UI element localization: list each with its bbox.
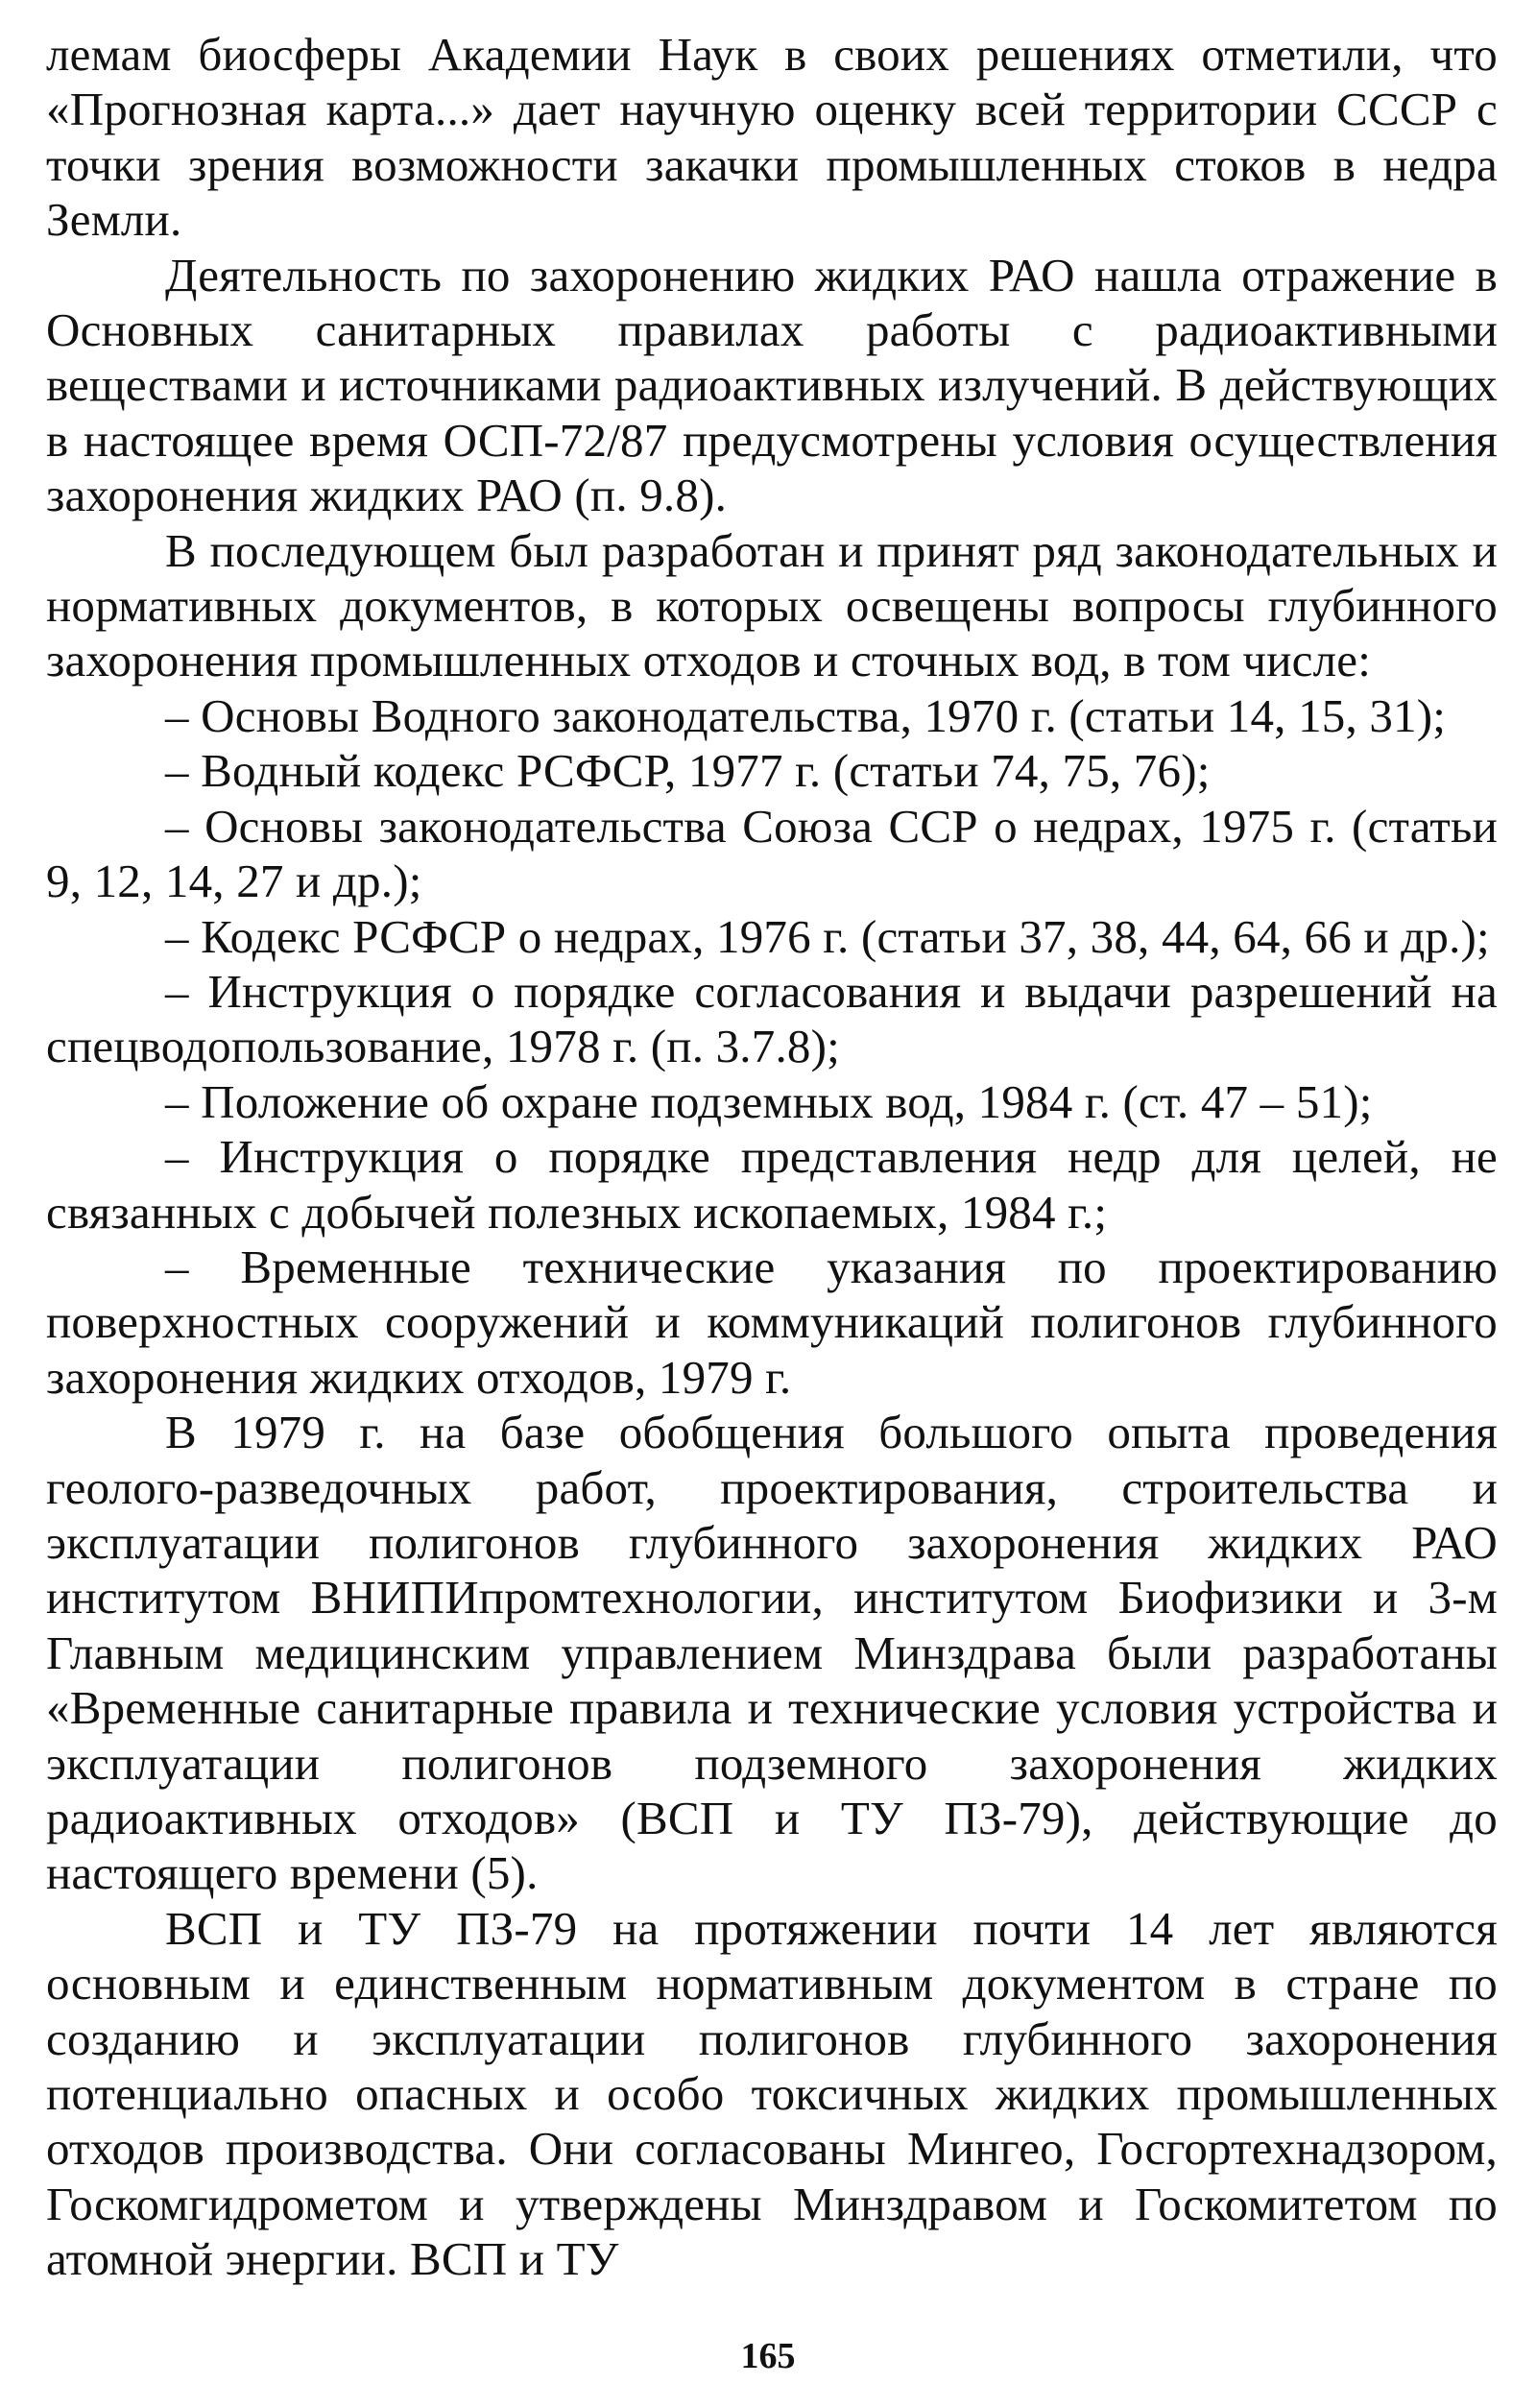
page-number: 165 <box>740 2336 796 2376</box>
list-item: – Основы законодательства Союза ССР о недрах, 1975 г. (статьи 9, 12, 14, 27 и др.); <box>46 799 1498 908</box>
list-item: – Временные технические указания по проектированию поверхностных сооружений и коммуникаций полигонов глубинного захоронения жидких отходов, 1979 г. <box>46 1240 1498 1404</box>
paragraph-5: ВСП и ТУ ПЗ-79 на протяжении почти 14 лет являются основным и единственным нормативным документом в стране по созданию и эксплуатации полигонов глубинного захоронения потенциально опасных и особо токсичных жидких промышленных отходов производства. Они согласованы Мингео, Госгортехнадзором, Госкомгидрометом и утверждены Минздравом и Госкомитетом по атомной энергии. ВСП и ТУ <box>46 1901 1498 2286</box>
list-item: – Водный кодекс РСФСР, 1977 г. (статьи 74, 75, 76); <box>165 744 1211 798</box>
document-page <box>46 27 1498 2287</box>
list-item: – Инструкция о порядке согласования и выдачи разрешений на спецводопользование, 1978 г. (п. 3.7.8); <box>46 964 1498 1073</box>
paragraph-4: В 1979 г. на базе обобщения большого опыта проведения геолого-разведочных работ, проектирования, строительства и эксплуатации полигонов глубинного захоронения жидких РАО институтом ВНИПИпромтехнологии, институтом Биофизики и 3-м Главным медицинским управлением Минздрава были разработаны «Временные санитарные правила и технические условия устройства и эксплуатации полигонов подземного захоронения жидких радиоактивных отходов» (ВСП и ТУ ПЗ-79), действующие до настоящего времени (5). <box>46 1406 1498 1900</box>
list-item: – Кодекс РСФСР о недрах, 1976 г. (статьи 37, 38, 44, 64, 66 и др.); <box>165 909 1490 963</box>
paragraph-2: Деятельность по захоронению жидких РАО нашла отражение в Основных санитарных правилах работы с радиоактивными веществами и источниками радиоактивных излучений. В действующих в настоящее время ОСП-72/87 предусмотрены условия осуществления захоронения жидких РАО (п. 9.8). <box>46 248 1498 522</box>
paragraph-3: В последующем был разработан и принят ряд законодательных и нормативных документов, в которых освещены вопросы глубинного захоронения промышленных отходов и сточных вод, в том числе: <box>46 523 1498 687</box>
list-item: – Инструкция о порядке представления недр для целей, не связанных с добычей полезных ископаемых, 1984 г.; <box>46 1130 1498 1239</box>
list-item: – Основы Водного законодательства, 1970 г. (статьи 14, 15, 31); <box>165 688 1447 742</box>
paragraph-1: лемам биосферы Академии Наук в своих решениях отметили, что «Прогнозная карта...» дает научную оценку всей территории СССР с точки зрения возможности закачки промышленных стоков в недра Земли. <box>46 28 1498 247</box>
list-item: – Положение об охране подземных вод, 1984 г. (ст. 47 – 51); <box>165 1074 1373 1128</box>
